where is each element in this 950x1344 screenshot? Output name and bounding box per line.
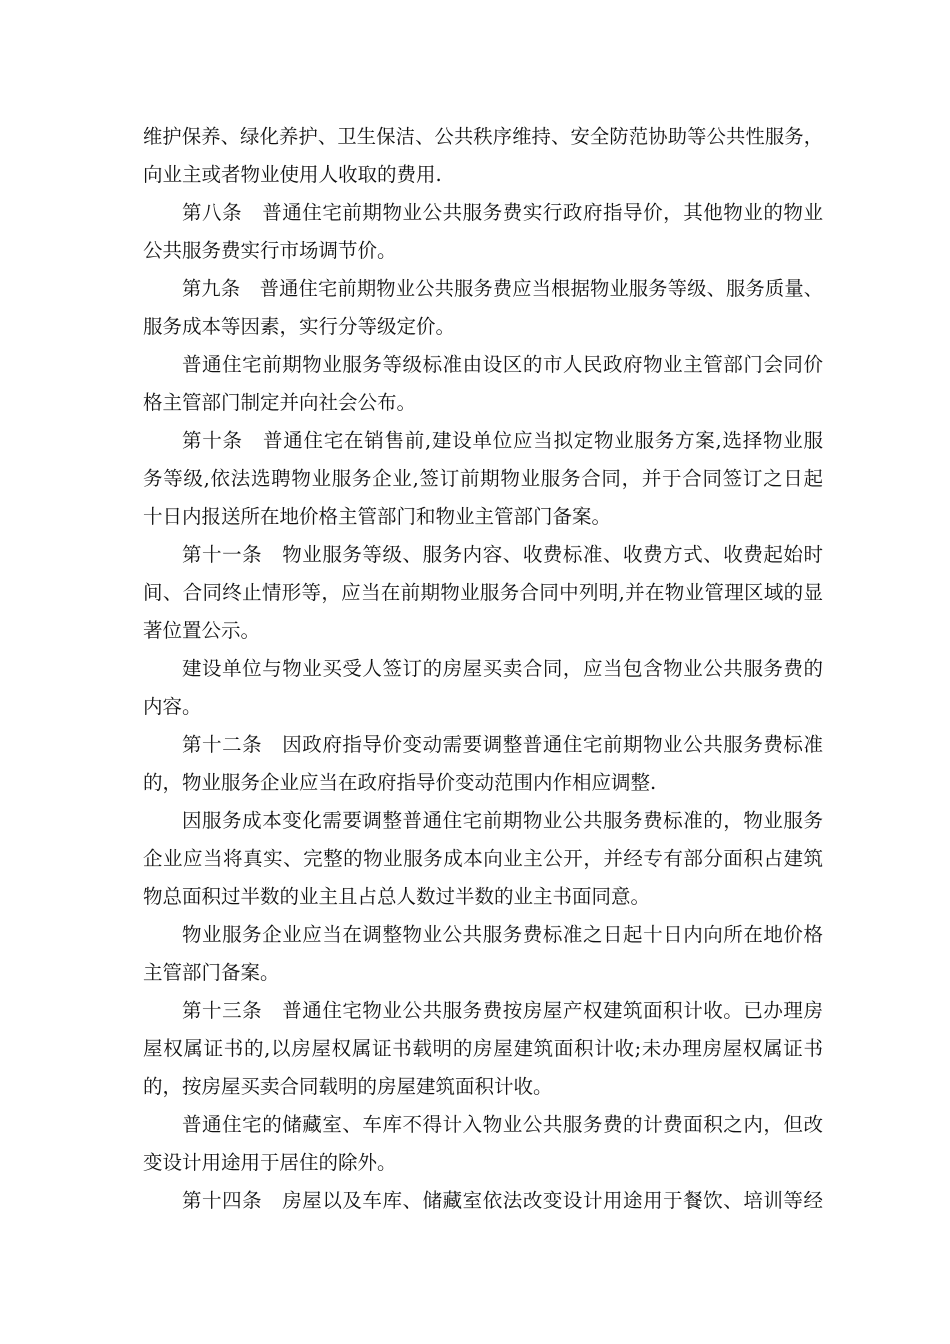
text-line: 十日内报送所在地价格主管部门和物业主管部门备案。 <box>143 505 612 528</box>
text-line: 第十四条 房屋以及车库、储藏室依法改变设计用途用于餐饮、培训等经 <box>182 1189 823 1212</box>
text-line: 维护保养、绿化养护、卫生保洁、公共秩序维持、安全防范协助等公共性服务， <box>143 125 823 148</box>
text-line: 服务成本等因素，实行分等级定价。 <box>143 315 456 338</box>
text-line: 第十二条 因政府指导价变动需要调整普通住宅前期物业公共服务费标准 <box>182 733 823 756</box>
text-line: 公共服务费实行市场调节价。 <box>143 239 397 262</box>
text-line: 向业主或者物业使用人收取的费用. <box>143 163 442 186</box>
text-line: 内容。 <box>143 695 202 718</box>
text-line: 第十一条 物业服务等级、服务内容、收费标准、收费方式、收费起始时 <box>182 543 823 566</box>
text-line: 物业服务企业应当在调整物业公共服务费标准之日起十日内向所在地价格 <box>182 923 823 946</box>
text-line: 第八条 普通住宅前期物业公共服务费实行政府指导价，其他物业的物业 <box>182 201 823 224</box>
text-line: 第十条 普通住宅在销售前,建设单位应当拟定物业服务方案,选择物业服 <box>182 429 823 452</box>
text-line: 著位置公示。 <box>143 619 261 642</box>
text-line: 格主管部门制定并向社会公布。 <box>143 391 417 414</box>
text-line: 屋权属证书的,以房屋权属证书载明的房屋建筑面积计收;未办理房屋权属证书 <box>143 1037 823 1060</box>
text-line: 企业应当将真实、完整的物业服务成本向业主公开，并经专有部分面积占建筑 <box>143 847 823 870</box>
text-line: 主管部门备案。 <box>143 961 280 984</box>
text-line: 的，物业服务企业应当在政府指导价变动范围内作相应调整. <box>143 771 657 794</box>
text-line: 普通住宅前期物业服务等级标准由设区的市人民政府物业主管部门会同价 <box>182 353 823 376</box>
text-line: 的，按房屋买卖合同载明的房屋建筑面积计收。 <box>143 1075 553 1098</box>
text-line: 物总面积过半数的业主且占总人数过半数的业主书面同意。 <box>143 885 651 908</box>
text-line: 建设单位与物业买受人签订的房屋买卖合同，应当包含物业公共服务费的 <box>182 657 823 680</box>
text-line: 间、合同终止情形等，应当在前期物业服务合同中列明,并在物业管理区域的显 <box>143 581 823 604</box>
text-line: 务等级,依法选聘物业服务企业,签订前期物业服务合同，并于合同签订之日起 <box>143 467 823 490</box>
text-line: 因服务成本变化需要调整普通住宅前期物业公共服务费标准的，物业服务 <box>182 809 823 832</box>
text-line: 第九条 普通住宅前期物业公共服务费应当根据物业服务等级、服务质量、 <box>182 277 823 300</box>
text-line: 普通住宅的储藏室、车库不得计入物业公共服务费的计费面积之内，但改 <box>182 1113 823 1136</box>
text-line: 第十三条 普通住宅物业公共服务费按房屋产权建筑面积计收。已办理房 <box>182 999 823 1022</box>
text-line: 变设计用途用于居住的除外。 <box>143 1151 397 1174</box>
